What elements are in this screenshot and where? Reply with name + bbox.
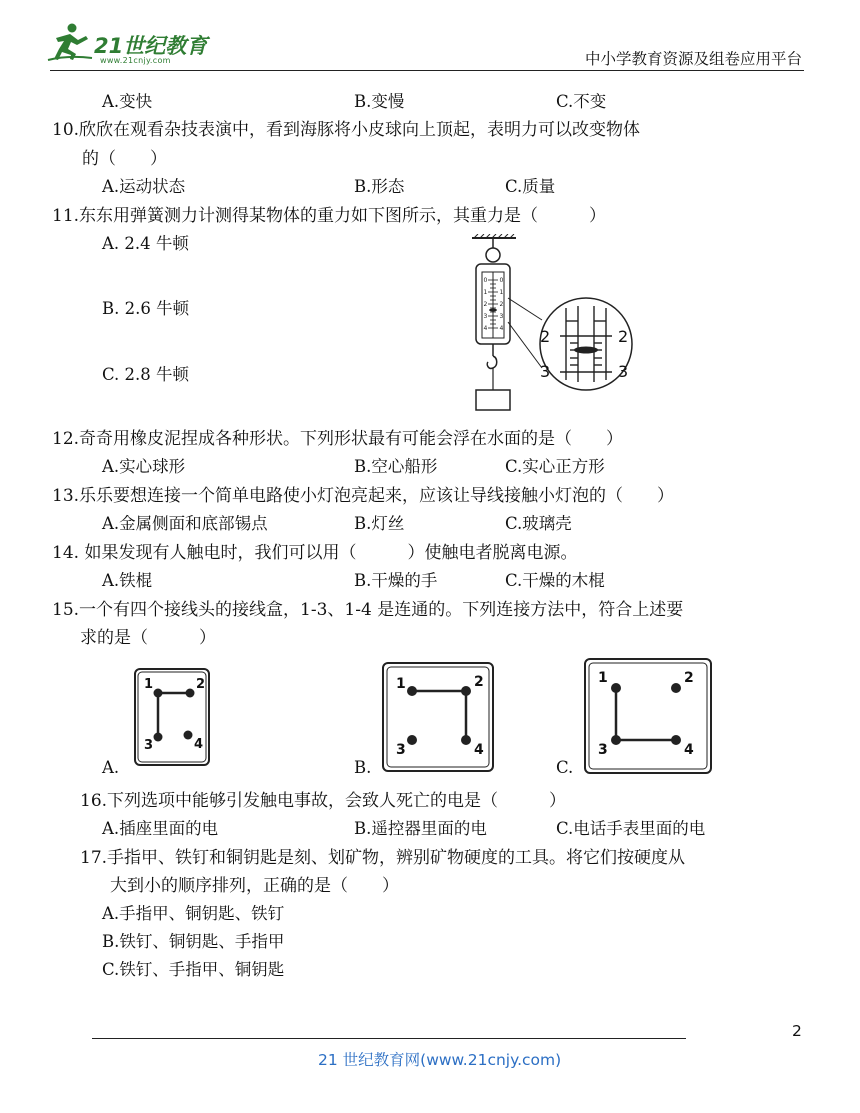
q13-stem: 13.乐乐要想连接一个简单电路使小灯泡亮起来，应该让导线接触小灯泡的（ ）: [52, 486, 675, 506]
q11-option-a: A. 2.4 牛顿: [102, 234, 189, 253]
q12-option-b: B.空心船形: [354, 457, 438, 476]
platform-name: 中小学教育资源及组卷应用平台: [584, 50, 802, 68]
junction-box-a-fix: [134, 668, 210, 766]
spring-scale-figure: [460, 234, 640, 414]
q17-option-b: B.铁钉、铜钥匙、手指甲: [102, 932, 285, 951]
svg-text:4: 4: [499, 325, 504, 332]
junction-box-b: [382, 662, 494, 772]
box-c-label-4: 4: [684, 742, 694, 758]
q15-option-b: B.: [354, 758, 372, 777]
box-b-label-2: 2: [474, 674, 484, 690]
q15-option-c: C.: [556, 758, 574, 777]
svg-text:0: 0: [483, 277, 488, 284]
q11-option-b: B. 2.6 牛顿: [102, 299, 190, 318]
zoom-label-right-3: 3: [618, 362, 629, 381]
q13-option-b: B.灯丝: [354, 514, 405, 533]
q10-stem: 10.欣欣在观看杂技表演中，看到海豚将小皮球向上顶起，表明力可以改变物体: [52, 120, 641, 140]
q10-option-c: C.质量: [505, 177, 556, 196]
q12-option-a: A.实心球形: [102, 457, 186, 476]
header-rule: [50, 70, 804, 71]
spring-scale-drawing: [460, 234, 640, 414]
q10-option-b: B.形态: [354, 177, 405, 196]
q14-option-a: A.铁棍: [102, 571, 153, 590]
q11-stem: 11.东东用弹簧测力计测得某物体的重力如下图所示，其重力是（ ）: [52, 206, 607, 226]
q16-option-a: A.插座里面的电: [102, 819, 219, 838]
page-number: 2: [792, 1022, 802, 1040]
q11-option-c: C. 2.8 牛顿: [102, 365, 190, 384]
svg-text:0: 0: [499, 277, 504, 284]
q17-option-c: C.铁钉、手指甲、铜钥匙: [102, 960, 285, 979]
box-a-label-1: 1: [144, 677, 154, 692]
box-b-label-4: 4: [474, 742, 484, 758]
q16-stem: 16.下列选项中能够引发触电事故，会致人死亡的电是（ ）: [80, 791, 567, 811]
q14-option-c: C.干燥的木棍: [505, 571, 605, 590]
svg-text:1: 1: [483, 289, 488, 296]
zoom-label-left-3: 3: [540, 362, 551, 381]
q10-stem-cont: 的（ ）: [82, 149, 167, 169]
box-c-label-2: 2: [684, 670, 694, 686]
q12-stem: 12.奇奇用橡皮泥捏成各种形状。下列形状最有可能会浮在水面的是（ ）: [52, 429, 624, 449]
q9-option-a: A.变快: [102, 92, 153, 111]
svg-text:2: 2: [483, 301, 488, 308]
header-logo: [46, 22, 246, 68]
q17-stem: 17.手指甲、铁钉和铜钥匙是刻、划矿物，辨别矿物硬度的工具。将它们按硬度从: [80, 848, 686, 868]
svg-text:3: 3: [499, 313, 504, 320]
junction-box-c: [584, 658, 712, 774]
svg-text:2: 2: [499, 301, 504, 308]
q15-stem: 15.一个有四个接线头的接线盒，1-3、1-4 是连通的。下列连接方法中，符合上述要: [52, 600, 684, 620]
q13-option-c: C.玻璃壳: [505, 514, 572, 533]
footer-link[interactable]: 21 世纪教育网(www.21cnjy.com): [318, 1051, 562, 1069]
q17-stem-cont: 大到小的顺序排列，正确的是（ ）: [110, 876, 399, 896]
q13-option-a: A.金属侧面和底部锡点: [102, 514, 268, 533]
runner-logo-icon: [46, 22, 94, 64]
box-a-label-3: 3: [144, 738, 154, 753]
footer-rule: [92, 1038, 686, 1039]
box-c-label-1: 1: [598, 670, 608, 686]
logo-text: 21世纪教育: [94, 34, 208, 58]
q9-option-c: C.不变: [556, 92, 607, 111]
q14-stem: 14. 如果发现有人触电时，我们可以用（ ）使触电者脱离电源。: [52, 543, 578, 563]
box-a-label-4: 4: [194, 737, 204, 752]
q15-option-a: A.: [102, 758, 120, 777]
q10-option-a: A.运动状态: [102, 177, 186, 196]
logo-url: www.21cnjy.com: [100, 56, 171, 65]
zoom-label-left-2: 2: [540, 327, 551, 346]
svg-text:1: 1: [499, 289, 504, 296]
box-a-label-2: 2: [196, 677, 206, 692]
q17-option-a: A.手指甲、铜钥匙、铁钉: [102, 904, 285, 923]
box-b-label-3: 3: [396, 742, 406, 758]
box-c-label-3: 3: [598, 742, 608, 758]
q9-option-b: B.变慢: [354, 92, 405, 111]
box-b-label-1: 1: [396, 676, 406, 692]
q16-option-b: B.遥控器里面的电: [354, 819, 487, 838]
q12-option-c: C.实心正方形: [505, 457, 605, 476]
q14-option-b: B.干燥的手: [354, 571, 438, 590]
svg-text:4: 4: [483, 325, 488, 332]
zoom-label-right-2: 2: [618, 327, 629, 346]
q15-stem-cont: 求的是（ ）: [80, 628, 216, 648]
q16-option-c: C.电话手表里面的电: [556, 819, 706, 838]
svg-text:3: 3: [483, 313, 488, 320]
